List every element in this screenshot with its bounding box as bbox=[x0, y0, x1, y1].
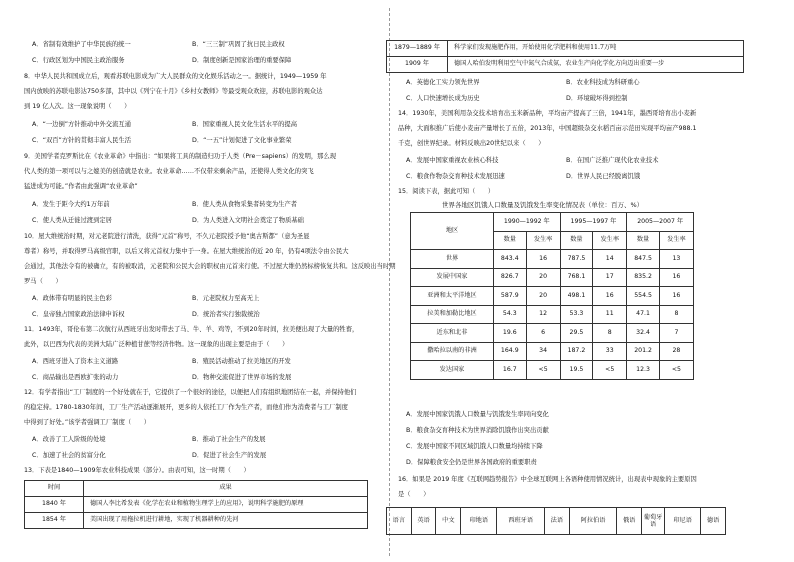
q13-cell: 科学家们发现施肥作用，开始使用化学肥料和使用11.7万吨 bbox=[448, 41, 744, 57]
q16-language-cell: 德语 bbox=[701, 508, 726, 535]
q12-stem-3: 中得到了好处。”该学者强调工厂制度（ ） bbox=[24, 419, 151, 426]
q8-option-c: C．“双百”方针的贯彻丰富人民生活 bbox=[32, 137, 132, 144]
q15-value-cell: 201.2 bbox=[627, 342, 660, 361]
q13-cell: 德国人哈伯发明利用空气中氮气合成氨，农业生产向化学化方向迈出重要一步 bbox=[448, 57, 744, 73]
q12-stem-2: 的稳定持。1780-1830年间，工厂生产活动逐渐展开，更多的人依托工厂作为生产者，而他们作为消费者与工厂制度 bbox=[24, 404, 348, 411]
q15-value-cell: <5 bbox=[593, 361, 627, 380]
q13-table-part1 bbox=[24, 480, 368, 529]
q15-value-cell: 14 bbox=[593, 250, 627, 269]
q15-value-cell: 826.7 bbox=[494, 268, 527, 287]
table-row bbox=[411, 361, 694, 380]
q16-language-cell: 阿拉伯语 bbox=[569, 508, 617, 535]
q15-value-cell: 8 bbox=[659, 305, 693, 324]
q15-value-cell: 498.1 bbox=[560, 287, 593, 306]
q15-region-cell: 发达国家 bbox=[411, 361, 494, 380]
q11-option-c: C．商品输出是西欧扩张的动力 bbox=[32, 374, 119, 381]
q15-region-cell: 拉美和加勒比地区 bbox=[411, 305, 494, 324]
q13-cell: 1840 年 bbox=[25, 497, 84, 513]
q9-option-d: D．为人类进入文明社会奠定了物质基础 bbox=[192, 217, 304, 224]
q15-subhead: 发生率 bbox=[659, 231, 693, 250]
q15-value-cell: 164.9 bbox=[494, 342, 527, 361]
q15-head-period: 2005—2007 年 bbox=[627, 213, 694, 232]
q7-option-c: C．行政区划为中国民主政治服务 bbox=[32, 57, 125, 64]
q15-value-cell: 587.9 bbox=[494, 287, 527, 306]
q15-value-cell: 16 bbox=[593, 287, 627, 306]
q15-option-b: B．粮食杂交育种技术为世界消除饥饿作出突出贡献 bbox=[406, 427, 549, 434]
q12-option-d: D．促进了社会生产的发展 bbox=[192, 452, 267, 459]
q13-option-c: C．人口快速增长成为历史 bbox=[406, 95, 480, 102]
table-row bbox=[411, 287, 694, 306]
q9-option-c: C．使人类从迁徙过渡到定居 bbox=[32, 217, 112, 224]
q15-region-cell: 亚洲和太平洋地区 bbox=[411, 287, 494, 306]
q8-option-d: D．“一五”计划促进了文化事业繁荣 bbox=[192, 137, 292, 144]
q15-head-period: 1995—1997 年 bbox=[560, 213, 627, 232]
q16-language-cell: 印尼语 bbox=[665, 508, 701, 535]
q16-language-cell: 英语 bbox=[411, 508, 436, 535]
q15-value-cell: 12 bbox=[526, 305, 560, 324]
q15-option-c: C．发展中国家不同区域饥饿人口数量均持续下降 bbox=[406, 443, 543, 450]
table-row bbox=[411, 305, 694, 324]
q9-option-a: A．发生于距今大约1万年前 bbox=[32, 201, 110, 208]
q16-language-cell: 中文 bbox=[436, 508, 461, 535]
q15-value-cell: 17 bbox=[593, 268, 627, 287]
q15-value-cell: 16 bbox=[659, 287, 693, 306]
q15-stem: 15．阅读下表，据此可知（ ） bbox=[398, 188, 495, 195]
q15-value-cell: 20 bbox=[526, 287, 560, 306]
q16-language-cell: 俄语 bbox=[617, 508, 642, 535]
q8-stem-3: 到 19 亿人次。这一现象说明（ ） bbox=[24, 103, 131, 110]
q13-head-time: 时间 bbox=[25, 481, 84, 497]
q15-value-cell: 11 bbox=[593, 305, 627, 324]
q15-region-cell: 世界 bbox=[411, 250, 494, 269]
q16-table bbox=[386, 507, 726, 535]
q15-value-cell: 12.3 bbox=[627, 361, 660, 380]
q15-value-cell: 554.5 bbox=[627, 287, 660, 306]
q15-value-cell: 34 bbox=[526, 342, 560, 361]
q12-option-a: A．改善了工人阶级的处境 bbox=[32, 436, 106, 443]
q7-option-b: B．“三三制”巩固了抗日民主政权 bbox=[192, 41, 285, 48]
q15-region-cell: 发展中国家 bbox=[411, 268, 494, 287]
q15-option-d: D．保障粮食安全仍是世界各国政府的重要职责 bbox=[406, 459, 537, 466]
q15-value-cell: 16.7 bbox=[494, 361, 527, 380]
q15-value-cell: 16 bbox=[526, 250, 560, 269]
q15-value-cell: 16 bbox=[659, 268, 693, 287]
table-row bbox=[411, 250, 694, 269]
q14-stem-2: 品种，大面积推广后使小麦亩产量增长了五倍，2013年，中国超级杂交水稻百亩示范田实现平均亩产988.1 bbox=[398, 125, 697, 132]
q15-value-cell: 13 bbox=[659, 250, 693, 269]
q16-language-cell: 法语 bbox=[544, 508, 569, 535]
q15-option-a: A．发展中国家饥饿人口数量与饥饿发生率同向变化 bbox=[406, 411, 549, 418]
q15-subhead: 数量 bbox=[560, 231, 593, 250]
table-row bbox=[411, 268, 694, 287]
q13-option-d: D．环境破坏得到控制 bbox=[566, 95, 628, 102]
q10-option-a: A．政体带有明显的民主色彩 bbox=[32, 295, 112, 302]
q13-cell: 1879—1889 年 bbox=[387, 41, 448, 57]
q15-table-body bbox=[411, 250, 694, 380]
q12-stem-1: 12．有学者指出“工厂制度的一个好处就在于，它提供了一个很好的途径，以便把人们有组织地团结在一起，并保持他们 bbox=[24, 389, 357, 396]
q15-value-cell: 843.4 bbox=[494, 250, 527, 269]
q15-value-cell: 835.2 bbox=[627, 268, 660, 287]
q15-value-cell: <5 bbox=[526, 361, 560, 380]
q16-language-cell: 印地语 bbox=[461, 508, 497, 535]
table-row bbox=[387, 41, 744, 57]
q15-subhead: 数量 bbox=[627, 231, 660, 250]
q7-option-d: D．制度创新是国家治理的重要保障 bbox=[192, 57, 292, 64]
q14-stem-1: 14．1930年，美国利用杂交技术培育出玉米新品种，平均亩产提高了三倍，1941年，墨西哥培育出小麦新 bbox=[398, 110, 697, 117]
table-row bbox=[411, 324, 694, 343]
q15-table bbox=[410, 212, 694, 380]
q10-stem-3: 会通过，其他法令有的被确立，有的被取消，元老院和公民大会的职权由元首来行使。不过屋大维仍然标榜恢复共和。这反映出当时期 bbox=[24, 263, 396, 270]
q8-option-b: B．国家重视人民文化生活水平的提高 bbox=[192, 121, 298, 128]
q14-option-c: C．粮食作物杂交育种技术发展迅速 bbox=[406, 173, 505, 180]
q9-stem-2: 代人类的第一项可以与之媲美的创造就是农业。农业革命……不仅带来剩余产品，还使得人类文化的突飞 bbox=[24, 168, 314, 175]
q16-language-cell: 西班牙语 bbox=[497, 508, 545, 535]
q15-subhead: 发生率 bbox=[593, 231, 627, 250]
q11-option-b: B．殖民活动推动了拉美地区的开发 bbox=[192, 358, 291, 365]
table-row bbox=[387, 57, 744, 73]
q7-option-a: A．省制有效维护了中华民族的统一 bbox=[32, 41, 131, 48]
q15-value-cell: 29.5 bbox=[560, 324, 593, 343]
q10-stem-2: 尊者）称号，并取得罗马高级官职，以后又将元首权力集中于一身。在屋大维统治的近 20 年，仍有4项法令由公民大 bbox=[24, 248, 349, 255]
q13-option-a: A．英德化工实力领先世界 bbox=[406, 79, 480, 86]
q15-value-cell: 787.5 bbox=[560, 250, 593, 269]
q15-head-region: 地区 bbox=[411, 213, 494, 250]
q15-subhead: 数量 bbox=[494, 231, 527, 250]
q10-option-d: D．统治者实行独裁统治 bbox=[192, 311, 260, 318]
q15-region-cell: 撒哈拉以南的非洲 bbox=[411, 342, 494, 361]
q13-cell: 1909 年 bbox=[387, 57, 448, 73]
q9-option-b: B．使人类从食物采集者转变为生产者 bbox=[192, 201, 298, 208]
q15-value-cell: 53.3 bbox=[560, 305, 593, 324]
q13-stem: 13．下表是1840—1909年农业科技成果（部分）。由表可知，这一时期（ ） bbox=[24, 467, 250, 474]
q9-stem-1: 9．美国学者克罗斯比在《农业革命》中指出：“如果将工具的制造归功于人类（Pre－sapiens）的发明，那么现 bbox=[24, 153, 337, 160]
q15-region-cell: 近东和北非 bbox=[411, 324, 494, 343]
q16-stem-2: 是（ ） bbox=[398, 491, 430, 498]
q14-option-d: D．世界人民已经脱离饥饿 bbox=[566, 173, 641, 180]
column-divider bbox=[389, 8, 390, 556]
q13-cell: 德国人李比希发表《化学在农业和植物生理学上的应用》，说明科学施肥的原理 bbox=[84, 497, 368, 513]
table-row bbox=[411, 342, 694, 361]
q11-option-d: D．物种交流促进了世界市场的发展 bbox=[192, 374, 292, 381]
q10-stem-4: 罗马（ ） bbox=[24, 278, 62, 285]
q15-value-cell: 7 bbox=[659, 324, 693, 343]
q9-stem-3: 猛进成为可能。”作者由此强调“农业革命” bbox=[24, 183, 138, 190]
q12-option-b: B．推动了社会生产的发展 bbox=[192, 436, 266, 443]
q16-language-cell: 葡萄牙语 bbox=[642, 508, 665, 535]
q15-value-cell: 8 bbox=[593, 324, 627, 343]
q16-header-cell: 语言 bbox=[387, 508, 412, 535]
q14-option-a: A．发展中国家重视农业核心科技 bbox=[406, 157, 499, 164]
q15-value-cell: 47.1 bbox=[627, 305, 660, 324]
q13-option-b: B．农业科技成为科研重心 bbox=[566, 79, 640, 86]
q10-option-c: C．皇帝独占国家政治法律申诉权 bbox=[32, 311, 125, 318]
q8-option-a: A．“一边倒”方针推动中外交流互通 bbox=[32, 121, 131, 128]
q15-value-cell: 54.3 bbox=[494, 305, 527, 324]
q15-value-cell: 28 bbox=[659, 342, 693, 361]
q13-table-part2 bbox=[386, 40, 744, 73]
q10-option-b: B．元老院权力至高无上 bbox=[192, 295, 260, 302]
q15-value-cell: 20 bbox=[526, 268, 560, 287]
q15-value-cell: 32.4 bbox=[627, 324, 660, 343]
q11-stem-1: 11．1493年，哥伦布第二次航行从西班牙出发时带去了马、牛、羊、鸡等，不到20年时间，拉美便出现了大量的牲畜， bbox=[24, 326, 359, 333]
q15-value-cell: 187.2 bbox=[560, 342, 593, 361]
q11-option-a: A．西班牙进入了资本主义道路 bbox=[32, 358, 119, 365]
q8-stem-1: 8．中华人民共和国成立后，观看苏联电影成为广大人民群众的文化娱乐活动之一。据统计，1949—1959 年 bbox=[24, 73, 327, 80]
q14-stem-3: 千克，创世界纪录。材料反映出20世纪以来（ ） bbox=[398, 140, 545, 147]
q15-value-cell: 768.1 bbox=[560, 268, 593, 287]
table-row bbox=[387, 508, 726, 535]
q13-cell: 美国出现了用拖拉机进行耕地，实现了机器耕种的先河 bbox=[84, 513, 368, 529]
q15-value-cell: 19.5 bbox=[560, 361, 593, 380]
table-row bbox=[25, 497, 368, 513]
q14-option-b: B．在国广泛推广现代化农业技术 bbox=[566, 157, 659, 164]
q8-stem-2: 国内放映的苏联电影达750多部，其中以《列宁在十月》《乡村女教师》等最受观众欢迎，苏联电影的观众达 bbox=[24, 88, 323, 95]
table-row bbox=[25, 513, 368, 529]
q15-value-cell: 19.6 bbox=[494, 324, 527, 343]
q10-stem-1: 10．屋大维统治时期，对元老院进行清洗，获得“元首”称号，不久元老院授予他“奥古斯都”（意为圣显 bbox=[24, 233, 310, 240]
q13-cell: 1854 年 bbox=[25, 513, 84, 529]
q13-head-result: 成果 bbox=[84, 481, 368, 497]
q12-option-c: C．加速了社会的贫富分化 bbox=[32, 452, 106, 459]
q11-stem-2: 此外，以巴西为代表的美洲大陆广泛种植甘蔗等经济作物。这一现象的出现主要是由于（ ） bbox=[24, 341, 289, 348]
q15-head-period: 1990—1992 年 bbox=[494, 213, 561, 232]
q15-value-cell: 6 bbox=[526, 324, 560, 343]
q15-value-cell: 847.5 bbox=[627, 250, 660, 269]
q15-value-cell: <5 bbox=[659, 361, 693, 380]
q15-table-title: 世界各地区饥饿人口数量及饥饿发生率变化情况表（单位：百万、%） bbox=[442, 201, 644, 209]
q15-value-cell: 33 bbox=[593, 342, 627, 361]
q15-subhead: 发生率 bbox=[526, 231, 560, 250]
q16-stem-1: 16．如果是 2019 年度《互联网趋势报告》中全球互联网上各语种使用情况统计，出现表中现象的主要原因 bbox=[398, 476, 697, 483]
